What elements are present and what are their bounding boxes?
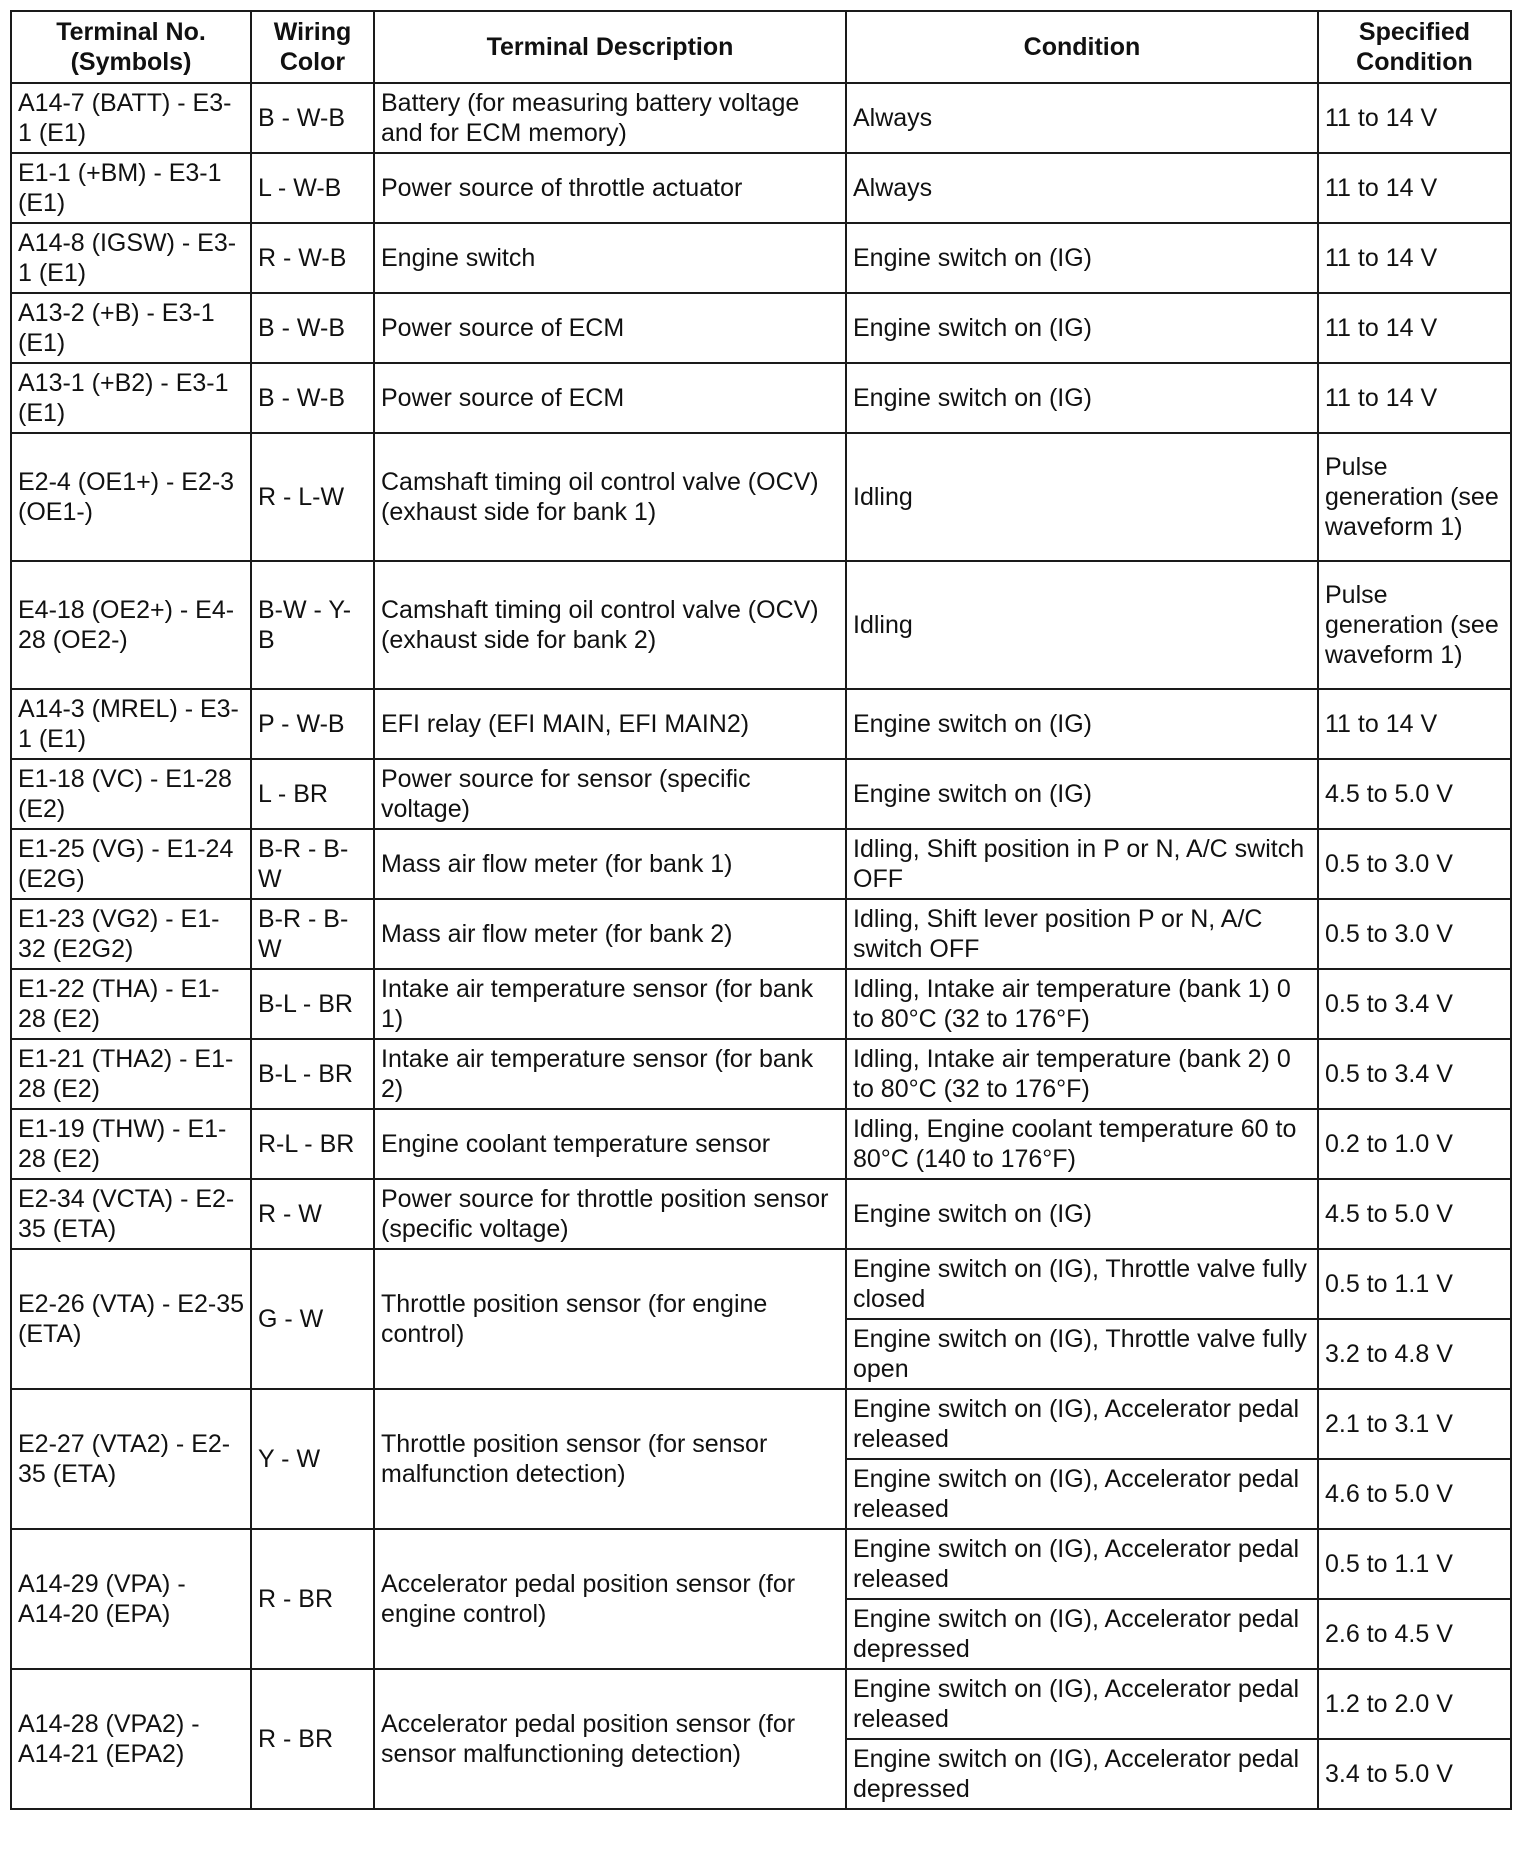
spec-cell: 4.5 to 5.0 V xyxy=(1318,1179,1511,1249)
condition-cell: Always xyxy=(846,83,1318,153)
terminal-cell: E1-22 (THA) - E1-28 (E2) xyxy=(11,969,251,1039)
header-terminal: Terminal No. (Symbols) xyxy=(11,11,251,83)
terminal-cell: A14-7 (BATT) - E3-1 (E1) xyxy=(11,83,251,153)
condition-cell: Idling, Engine coolant temperature 60 to 80°C (140 to 176°F) xyxy=(846,1109,1318,1179)
table-row xyxy=(11,689,1511,759)
terminal-cell: A13-1 (+B2) - E3-1 (E1) xyxy=(11,363,251,433)
spec-cell: 11 to 14 V xyxy=(1318,83,1511,153)
description-cell: Power source for sensor (specific voltage) xyxy=(374,759,846,829)
wiring-color-cell: P - W-B xyxy=(251,689,374,759)
table-row xyxy=(11,293,1511,363)
terminal-cell: E1-25 (VG) - E1-24 (E2G) xyxy=(11,829,251,899)
table-row xyxy=(11,561,1511,689)
terminal-cell: E1-18 (VC) - E1-28 (E2) xyxy=(11,759,251,829)
wiring-color-cell: B - W-B xyxy=(251,363,374,433)
spec-cell: Pulse generation (see waveform 1) xyxy=(1318,561,1511,689)
spec-cell: 0.5 to 3.4 V xyxy=(1318,1039,1511,1109)
table-row xyxy=(11,1669,1511,1739)
spec-cell: 3.2 to 4.8 V xyxy=(1318,1319,1511,1389)
header-terminal-description: Terminal Description xyxy=(374,11,846,83)
description-cell: Power source for throttle position sensor (specific voltage) xyxy=(374,1179,846,1249)
wiring-color-cell: R - L-W xyxy=(251,433,374,561)
table-row xyxy=(11,1249,1511,1319)
description-cell: Accelerator pedal position sensor (for sensor malfunctioning detection) xyxy=(374,1669,846,1809)
table-row xyxy=(11,1389,1511,1459)
terminal-cell: A13-2 (+B) - E3-1 (E1) xyxy=(11,293,251,363)
wiring-color-cell: R - BR xyxy=(251,1529,374,1669)
wiring-color-cell: L - BR xyxy=(251,759,374,829)
spec-cell: 4.5 to 5.0 V xyxy=(1318,759,1511,829)
terminal-cell: E1-19 (THW) - E1-28 (E2) xyxy=(11,1109,251,1179)
table-row xyxy=(11,829,1511,899)
wiring-color-cell: B-L - BR xyxy=(251,969,374,1039)
terminal-cell: A14-8 (IGSW) - E3-1 (E1) xyxy=(11,223,251,293)
wiring-color-cell: B - W-B xyxy=(251,293,374,363)
description-cell: Power source of ECM xyxy=(374,293,846,363)
condition-cell: Idling, Shift lever position P or N, A/C switch OFF xyxy=(846,899,1318,969)
condition-cell: Idling, Shift position in P or N, A/C switch OFF xyxy=(846,829,1318,899)
condition-cell: Engine switch on (IG), Accelerator pedal depressed xyxy=(846,1599,1318,1669)
condition-cell: Engine switch on (IG) xyxy=(846,1179,1318,1249)
condition-cell: Engine switch on (IG), Throttle valve fully open xyxy=(846,1319,1318,1389)
wiring-color-cell: B-W - Y-B xyxy=(251,561,374,689)
table-row xyxy=(11,759,1511,829)
description-cell: Intake air temperature sensor (for bank 1) xyxy=(374,969,846,1039)
wiring-color-cell: R - W xyxy=(251,1179,374,1249)
condition-cell: Idling xyxy=(846,433,1318,561)
wiring-color-cell: R - BR xyxy=(251,1669,374,1809)
condition-cell: Engine switch on (IG) xyxy=(846,759,1318,829)
condition-cell: Engine switch on (IG), Accelerator pedal released xyxy=(846,1529,1318,1599)
header-condition: Condition xyxy=(846,11,1318,83)
condition-cell: Idling xyxy=(846,561,1318,689)
terminal-cell: E1-21 (THA2) - E1-28 (E2) xyxy=(11,1039,251,1109)
spec-cell: 0.5 to 3.0 V xyxy=(1318,899,1511,969)
description-cell: Engine switch xyxy=(374,223,846,293)
spec-cell: Pulse generation (see waveform 1) xyxy=(1318,433,1511,561)
description-cell: Intake air temperature sensor (for bank 2) xyxy=(374,1039,846,1109)
spec-cell: 11 to 14 V xyxy=(1318,689,1511,759)
table-row xyxy=(11,1039,1511,1109)
terminal-cell: E4-18 (OE2+) - E4-28 (OE2-) xyxy=(11,561,251,689)
terminal-cell: E2-27 (VTA2) - E2-35 (ETA) xyxy=(11,1389,251,1529)
table-row xyxy=(11,363,1511,433)
condition-cell: Engine switch on (IG), Accelerator pedal released xyxy=(846,1669,1318,1739)
description-cell: Battery (for measuring battery voltage and for ECM memory) xyxy=(374,83,846,153)
terminal-spec-table xyxy=(10,10,1512,1810)
table-row xyxy=(11,899,1511,969)
wiring-color-cell: B-R - B-W xyxy=(251,829,374,899)
condition-cell: Idling, Intake air temperature (bank 1) 0 to 80°C (32 to 176°F) xyxy=(846,969,1318,1039)
spec-cell: 4.6 to 5.0 V xyxy=(1318,1459,1511,1529)
condition-cell: Engine switch on (IG) xyxy=(846,293,1318,363)
wiring-color-cell: R-L - BR xyxy=(251,1109,374,1179)
table-row xyxy=(11,1529,1511,1599)
description-cell: Camshaft timing oil control valve (OCV) (exhaust side for bank 1) xyxy=(374,433,846,561)
spec-cell: 2.1 to 3.1 V xyxy=(1318,1389,1511,1459)
spec-cell: 11 to 14 V xyxy=(1318,223,1511,293)
table-header-row xyxy=(11,11,1511,83)
wiring-color-cell: Y - W xyxy=(251,1389,374,1529)
description-cell: Throttle position sensor (for sensor malfunction detection) xyxy=(374,1389,846,1529)
spec-cell: 2.6 to 4.5 V xyxy=(1318,1599,1511,1669)
condition-cell: Engine switch on (IG), Throttle valve fully closed xyxy=(846,1249,1318,1319)
spec-cell: 0.5 to 3.4 V xyxy=(1318,969,1511,1039)
description-cell: Mass air flow meter (for bank 1) xyxy=(374,829,846,899)
wiring-color-cell: B - W-B xyxy=(251,83,374,153)
wiring-color-cell: B-R - B-W xyxy=(251,899,374,969)
spec-cell: 0.2 to 1.0 V xyxy=(1318,1109,1511,1179)
spec-cell: 11 to 14 V xyxy=(1318,293,1511,363)
condition-cell: Engine switch on (IG), Accelerator pedal depressed xyxy=(846,1739,1318,1809)
table-row xyxy=(11,1109,1511,1179)
table-row xyxy=(11,969,1511,1039)
table-row xyxy=(11,1179,1511,1249)
terminal-cell: A14-3 (MREL) - E3-1 (E1) xyxy=(11,689,251,759)
wiring-color-cell: R - W-B xyxy=(251,223,374,293)
table-body xyxy=(11,83,1511,1809)
description-cell: Mass air flow meter (for bank 2) xyxy=(374,899,846,969)
spec-cell: 1.2 to 2.0 V xyxy=(1318,1669,1511,1739)
wiring-color-cell: B-L - BR xyxy=(251,1039,374,1109)
spec-cell: 0.5 to 1.1 V xyxy=(1318,1529,1511,1599)
description-cell: Accelerator pedal position sensor (for engine control) xyxy=(374,1529,846,1669)
description-cell: Camshaft timing oil control valve (OCV) (exhaust side for bank 2) xyxy=(374,561,846,689)
description-cell: EFI relay (EFI MAIN, EFI MAIN2) xyxy=(374,689,846,759)
table-row xyxy=(11,223,1511,293)
wiring-color-cell: L - W-B xyxy=(251,153,374,223)
terminal-cell: E2-4 (OE1+) - E2-3 (OE1-) xyxy=(11,433,251,561)
condition-cell: Engine switch on (IG) xyxy=(846,689,1318,759)
table-row xyxy=(11,83,1511,153)
description-cell: Power source of ECM xyxy=(374,363,846,433)
header-wiring-color: Wiring Color xyxy=(251,11,374,83)
description-cell: Engine coolant temperature sensor xyxy=(374,1109,846,1179)
condition-cell: Engine switch on (IG) xyxy=(846,363,1318,433)
table-row xyxy=(11,153,1511,223)
spec-cell: 11 to 14 V xyxy=(1318,153,1511,223)
spec-cell: 0.5 to 3.0 V xyxy=(1318,829,1511,899)
terminal-cell: A14-28 (VPA2) - A14-21 (EPA2) xyxy=(11,1669,251,1809)
description-cell: Power source of throttle actuator xyxy=(374,153,846,223)
terminal-cell: E2-26 (VTA) - E2-35 (ETA) xyxy=(11,1249,251,1389)
terminal-cell: E2-34 (VCTA) - E2-35 (ETA) xyxy=(11,1179,251,1249)
condition-cell: Engine switch on (IG), Accelerator pedal released xyxy=(846,1389,1318,1459)
condition-cell: Engine switch on (IG) xyxy=(846,223,1318,293)
header-specified-condition: Specified Condition xyxy=(1318,11,1511,83)
spec-cell: 11 to 14 V xyxy=(1318,363,1511,433)
spec-cell: 0.5 to 1.1 V xyxy=(1318,1249,1511,1319)
wiring-color-cell: G - W xyxy=(251,1249,374,1389)
terminal-cell: E1-1 (+BM) - E3-1 (E1) xyxy=(11,153,251,223)
condition-cell: Always xyxy=(846,153,1318,223)
condition-cell: Idling, Intake air temperature (bank 2) 0 to 80°C (32 to 176°F) xyxy=(846,1039,1318,1109)
table-row xyxy=(11,433,1511,561)
spec-cell: 3.4 to 5.0 V xyxy=(1318,1739,1511,1809)
description-cell: Throttle position sensor (for engine control) xyxy=(374,1249,846,1389)
terminal-cell: A14-29 (VPA) - A14-20 (EPA) xyxy=(11,1529,251,1669)
condition-cell: Engine switch on (IG), Accelerator pedal released xyxy=(846,1459,1318,1529)
terminal-cell: E1-23 (VG2) - E1-32 (E2G2) xyxy=(11,899,251,969)
